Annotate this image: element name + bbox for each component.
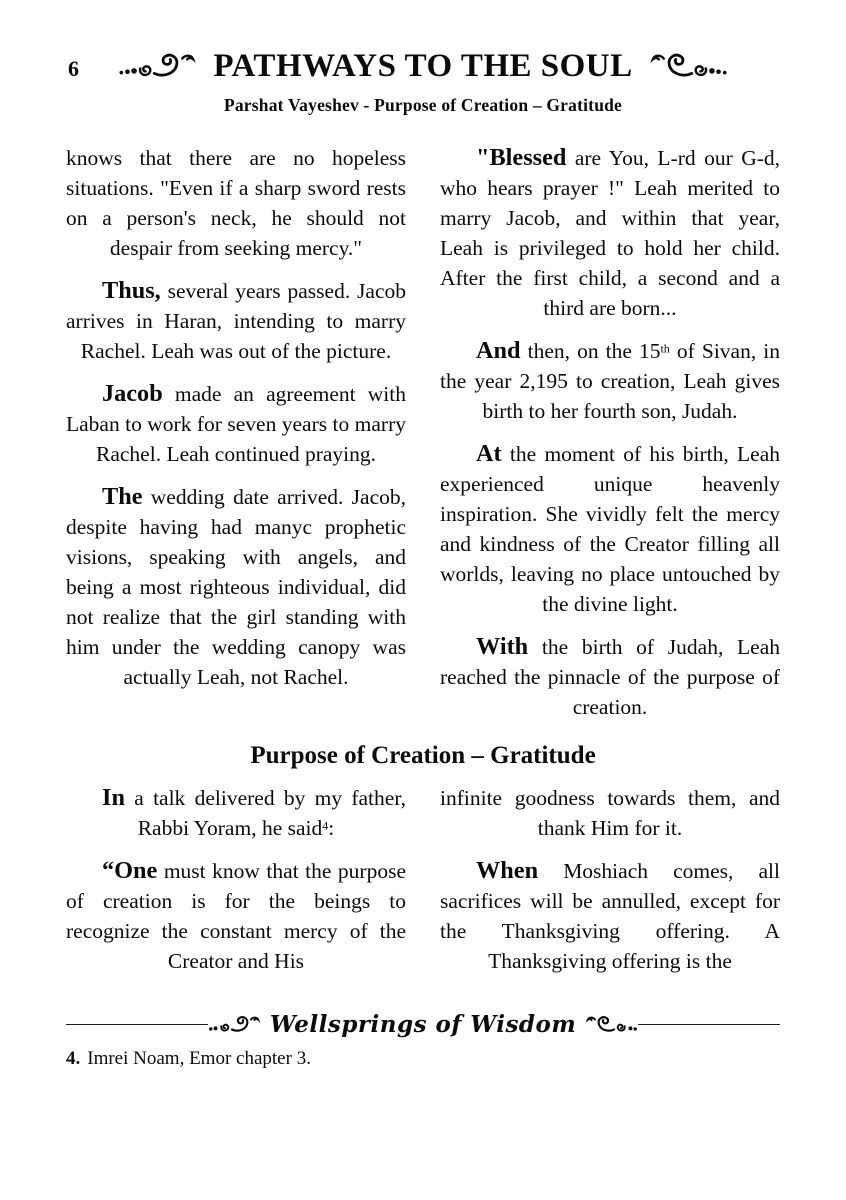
divider-rule-right [638, 1024, 780, 1025]
page-number: 6 [68, 56, 79, 81]
left-column-top [66, 143, 406, 735]
page-footer [66, 1009, 780, 1070]
footnote-text: Imrei Noam, Emor chapter 3. [87, 1048, 311, 1069]
paragraph-lead-word: With [476, 633, 529, 660]
page-title: PATHWAYS TO THE SOUL [213, 47, 633, 84]
page-subtitle: Parshat Vayeshev - Purpose of Creation – Gratitude [223, 95, 623, 115]
paragraph-lead-word: When [476, 857, 539, 884]
paragraph: “One must know that the purpose of creation is for the beings to recognize the constant mercy of the Creator and His [66, 857, 407, 973]
paragraph: At the moment of his birth, Leah experienced unique heavenly inspiration. She vividly felt the mercy and kindness of the Creator filling all worlds, leaving no place untouched by the divine light. [440, 440, 780, 616]
footnote [66, 1048, 780, 1070]
paragraph: knows that there are no hopeless situations. "Even if a sharp sword rests on a person's neck, he should not despair from seeking mercy." [66, 146, 406, 260]
paragraph-lead-word: In [102, 784, 125, 811]
paragraph: With the birth of Judah, Leah reached the pinnacle of the purpose of creation. [440, 633, 780, 719]
paragraph-lead-word: At [476, 440, 502, 467]
paragraph-lead-word: “One [102, 857, 158, 884]
paragraph: In a talk delivered by my father, Rabbi Yoram, he said$^4$: [102, 784, 406, 840]
paragraph: The wedding date arrived. Jacob, despite having had manyc prophetic visions, speaking with angels, and being a most righteous individual, did not realize that the girl standing with him under the wedding canopy was actually Leah, not Rachel. [66, 483, 407, 689]
footer-divider [66, 1009, 780, 1039]
paragraph: Thus, several years passed. Jacob arrives in Haran, intending to marry Rachel. Leah was out of the picture. [66, 277, 406, 363]
right-column-top [440, 143, 780, 735]
divider-rule-left [66, 1024, 208, 1025]
paragraph: When Moshiach comes, all sacrifices will be annulled, except for the Thanksgiving offering. A Thanksgiving offering is the [440, 857, 780, 973]
paragraph-lead-word: And [476, 337, 521, 364]
footnote-number: 4. [66, 1048, 81, 1069]
section-heading: Purpose of Creation – Gratitude [250, 742, 596, 769]
body-top [66, 143, 780, 735]
footer-flourish-right-icon [580, 1015, 638, 1034]
title-row [66, 44, 780, 88]
right-column-bottom [440, 783, 780, 989]
footer-ornament-text: Wellsprings of Wisdom [269, 1010, 577, 1038]
header-flourish-right-icon [643, 52, 729, 80]
paragraph: infinite goodness towards them, and thank Him for it. [440, 786, 780, 840]
left-column-bottom [66, 783, 406, 989]
paragraph: "Blessed are You, L-rd our G-d, who hears prayer !" Leah merited to marry Jacob, and within that year, Leah is privileged to hold her child. After the first child, a second and a third are born... [440, 144, 781, 320]
paragraph-lead-word: The [102, 483, 143, 510]
page-header [66, 44, 780, 116]
paragraph: Jacob made an agreement with Laban to work for seven years to marry Rachel. Leah continued praying. [66, 380, 406, 466]
header-flourish-left-icon [117, 52, 203, 80]
superscript: th [660, 341, 670, 356]
body-bottom [66, 783, 780, 989]
paragraph-lead-word: "Blessed [476, 144, 567, 171]
footer-flourish-left-icon [208, 1015, 266, 1034]
paragraph: And then, on the 15th of Sivan, in the year 2,195 to creation, Leah gives birth to her fourth son, Judah. [440, 337, 780, 423]
paragraph-lead-word: Jacob [102, 380, 163, 407]
superscript: 4 [322, 818, 329, 833]
paragraph-lead-word: Thus, [102, 277, 161, 304]
